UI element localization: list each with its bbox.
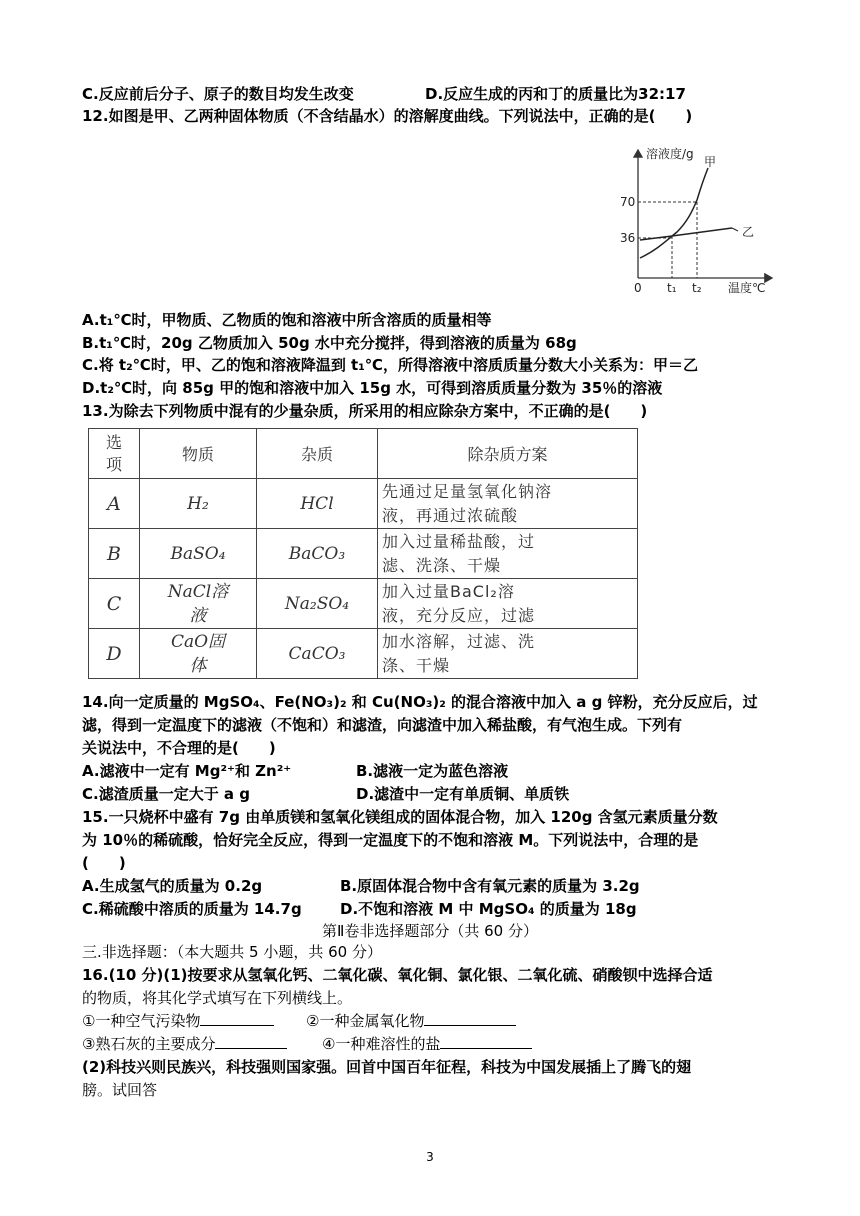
- q14-stem-line-1: 14.向一定质量的 MgSO₄、Fe(NO₃)₂ 和 Cu(NO₃)₂ 的混合溶液中加入 a g 锌粉，充分反应后，过: [82, 693, 758, 711]
- q15-option-d: D.不饱和溶液 M 中 MgSO₄ 的质量为 18g: [340, 900, 637, 918]
- row-impurity: Na₂SO₄: [257, 579, 378, 629]
- answer-blank-2[interactable]: [424, 1011, 516, 1026]
- q15-option-c: C.稀硫酸中溶质的质量为 14.7g: [82, 900, 302, 918]
- curve-yi: [640, 228, 732, 240]
- row-label: A: [89, 479, 140, 529]
- q15-stem-line-3: ( ): [82, 854, 126, 872]
- q14-stem-line-2: 滤，得到一定温度下的滤液（不饱和）和滤渣，向滤渣中加入稀盐酸，有气泡生成。下列有: [82, 716, 683, 734]
- row-method: 先通过足量氢氧化钠溶 液，再通过浓硫酸: [378, 479, 638, 529]
- row-substance: H₂: [140, 479, 257, 529]
- series-label-jia: 甲: [704, 155, 717, 169]
- q16-part2-line-1: (2)科技兴则民族兴，科技强则国家强。回首中国百年征程，科技为中国发展插上了腾飞的翅: [82, 1058, 692, 1076]
- page-number: 3: [426, 1150, 434, 1164]
- row-impurity: HCl: [257, 479, 378, 529]
- row-substance: CaO固 体: [140, 629, 257, 679]
- q12-option-c: C.将 t₂℃时，甲、乙的饱和溶液降温到 t₁℃，所得溶液中溶质质量分数大小关系为：甲＝乙: [82, 356, 698, 374]
- q16-item-2: ②一种金属氧化物: [306, 1011, 516, 1031]
- curve-jia: [640, 168, 708, 258]
- row-method: 加入过量BaCl₂溶 液，充分反应，过滤: [378, 579, 638, 629]
- answer-blank-3[interactable]: [215, 1034, 287, 1049]
- q12-stem: 12.如图是甲、乙两种固体物质（不含结晶水）的溶解度曲线。下列说法中，正确的是( ): [82, 107, 693, 125]
- series-label-yi: 乙: [742, 225, 755, 239]
- row-impurity: CaCO₃: [257, 629, 378, 679]
- q14-option-d: D.滤渣中一定有单质铜、单质铁: [356, 785, 570, 803]
- header-option-2: 项: [105, 454, 122, 474]
- header-option-1: 选: [105, 432, 122, 452]
- q12-option-a: A.t₁℃时，甲物质、乙物质的饱和溶液中所含溶质的质量相等: [82, 311, 492, 329]
- q12-option-b: B.t₁℃时，20g 乙物质加入 50g 水中充分搅拌，得到溶液的质量为 68g: [82, 334, 577, 352]
- q16-item-1: ①一种空气污染物: [82, 1011, 274, 1031]
- row-substance: NaCl溶 液: [140, 579, 257, 629]
- q12-option-d: D.t₂℃时，向 85g 甲的饱和溶液中加入 15g 水，可得到溶质质量分数为 35％的溶液: [82, 379, 663, 397]
- q13-stem: 13.为除去下列物质中混有的少量杂质，所采用的相应除杂方案中，不正确的是( ): [82, 402, 648, 420]
- q15-option-a: A.生成氢气的质量为 0.2g: [82, 877, 263, 895]
- q15-option-b: B.原固体混合物中含有氧元素的质量为 3.2g: [340, 877, 640, 895]
- x-axis-label: 温度℃: [728, 281, 766, 295]
- x-tick-t2: t₂: [692, 281, 702, 295]
- answer-blank-4[interactable]: [440, 1034, 532, 1049]
- q15-stem-line-1: 15.一只烧杯中盛有 7g 由单质镁和氢氧化镁组成的固体混合物，加入 120g 含氢元素质量分数: [82, 808, 718, 826]
- table-row: [89, 579, 638, 629]
- q16-item-4: ④一种难溶性的盐: [322, 1034, 532, 1054]
- answer-blank-1[interactable]: [200, 1011, 274, 1026]
- row-impurity: BaCO₃: [257, 529, 378, 579]
- q16-stem-line-1: 16.(10 分)(1)按要求从氢氧化钙、二氧化碳、氧化铜、氯化银、二氧化硫、硝酸钡中选择合适: [82, 966, 713, 984]
- y-axis-label: 溶液度/g: [646, 147, 694, 161]
- table-row: [89, 629, 638, 679]
- q14-option-c: C.滤渣质量一定大于 a g: [82, 785, 251, 803]
- table-row: [89, 479, 638, 529]
- q11-option-c: C.反应前后分子、原子的数目均发生改变: [82, 85, 354, 103]
- row-label: D: [89, 629, 140, 679]
- q16-item-3: ③熟石灰的主要成分: [82, 1034, 287, 1054]
- row-label: B: [89, 529, 140, 579]
- q16-stem-line-2: 的物质，将其化学式填写在下列横线上。: [82, 989, 353, 1007]
- y-tick-70: 70: [620, 195, 636, 209]
- q11-option-d: D.反应生成的丙和丁的质量比为32:17: [425, 85, 686, 103]
- q13-table: [88, 428, 638, 679]
- solubility-chart: [612, 140, 782, 300]
- q15-stem-line-2: 为 10％的稀硫酸，恰好完全反应，得到一定温度下的不饱和溶液 M。下列说法中，合理的是: [82, 831, 699, 849]
- row-method: 加水溶解，过滤、洗 涤、干燥: [378, 629, 638, 679]
- origin-label: 0: [634, 281, 642, 295]
- table-header-row: [89, 429, 638, 479]
- q14-option-b: B.滤液一定为蓝色溶液: [356, 762, 509, 780]
- q14-stem-line-3: 关说法中，不合理的是( ): [82, 739, 276, 757]
- header-substance: 物质: [140, 429, 257, 479]
- header-method: 除杂质方案: [378, 429, 638, 479]
- section-title: 三.非选择题：（本大题共 5 小题，共 60 分）: [82, 943, 382, 961]
- y-tick-36: 36: [620, 231, 636, 245]
- q14-option-a: A.滤液中一定有 Mg²⁺和 Zn²⁺: [82, 762, 292, 780]
- table-row: [89, 529, 638, 579]
- row-label: C: [89, 579, 140, 629]
- row-method: 加入过量稀盐酸，过 滤、洗涤、干燥: [378, 529, 638, 579]
- part2-title: 第Ⅱ卷非选择题部分（共 60 分）: [321, 922, 538, 940]
- row-substance: BaSO₄: [140, 529, 257, 579]
- header-impurity: 杂质: [257, 429, 378, 479]
- q16-part2-line-2: 膀。试回答: [82, 1081, 158, 1099]
- x-tick-t1: t₁: [667, 281, 677, 295]
